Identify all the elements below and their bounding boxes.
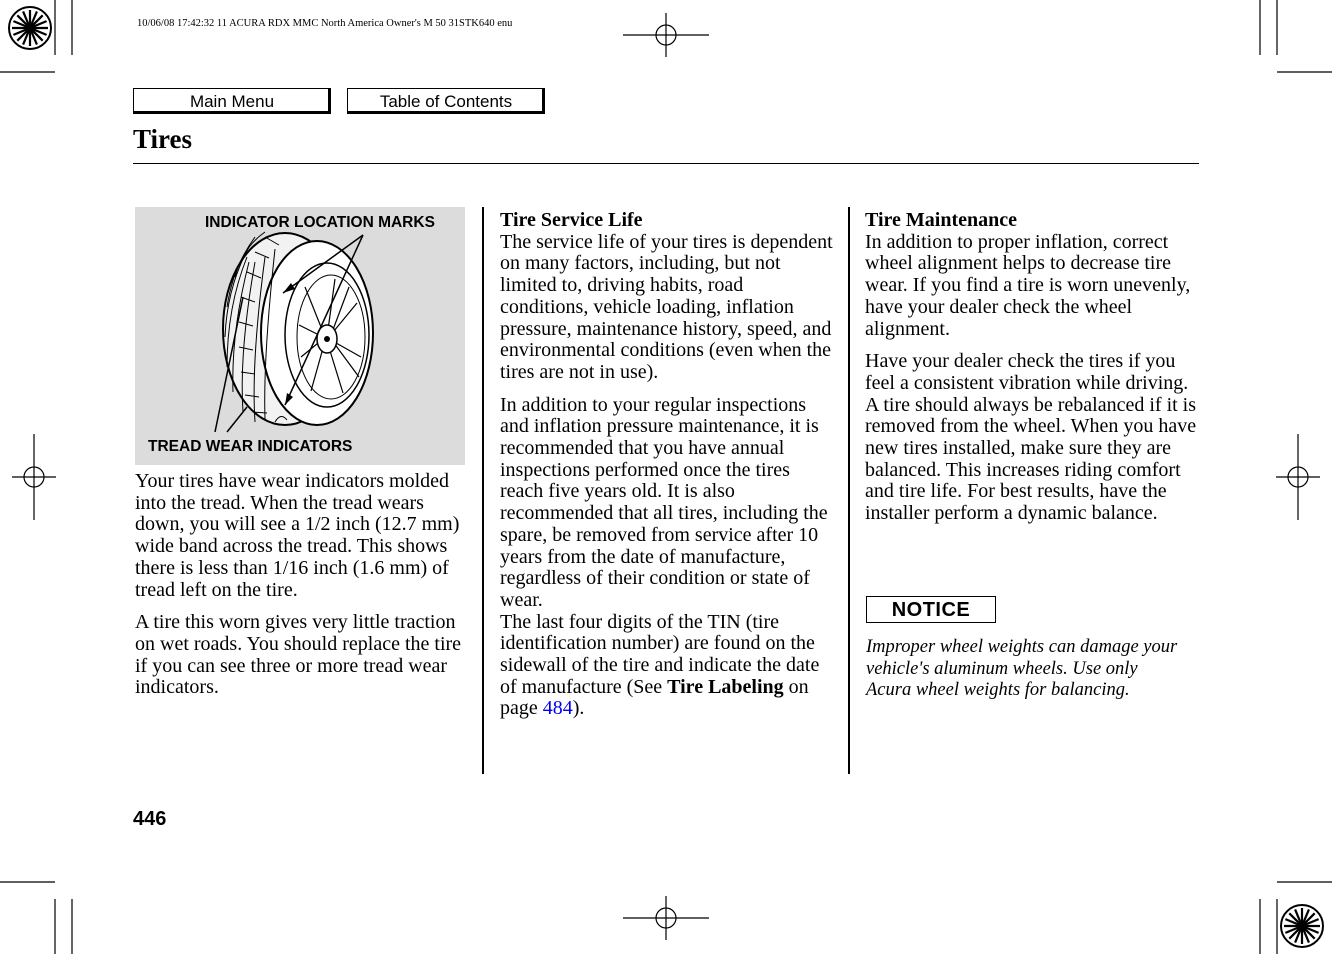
- column-service-life: [500, 210, 836, 731]
- indicator-location-marks-label: INDICATOR LOCATION MARKS: [205, 214, 435, 231]
- title-divider: [133, 163, 1199, 164]
- paragraph-text: ).: [572, 697, 585, 720]
- main-menu-label: Main Menu: [189, 92, 275, 111]
- tire-figure: [135, 207, 465, 465]
- paragraph: A tire this worn gives very little traction on wet roads. You should replace the tire if you can see three or more tread wear indicators.: [135, 611, 462, 699]
- table-of-contents-button[interactable]: [347, 88, 545, 114]
- paragraph: [500, 612, 836, 721]
- column-maintenance: [865, 210, 1205, 536]
- paragraph-text: on page: [500, 675, 809, 720]
- registration-sunburst-icon: [9, 7, 51, 49]
- paragraph: The service life of your tires is dependent on many factors, including, but not limited to, driving habits, road conditions, vehicle loading, inflation pressure, maintenance history, speed, and environmental conditions (even when the tires are not in use).: [500, 230, 833, 383]
- column-divider: [482, 207, 484, 774]
- column-divider: [848, 207, 850, 774]
- paragraph: In addition to proper inflation, correct wheel alignment helps to decrease tire wear. If you find a tire is worn unevenly, have your dealer check the wheel alignment.: [865, 230, 1191, 340]
- section-heading: Tire Maintenance: [865, 209, 1018, 231]
- paragraph: Your tires have wear indicators molded into the tread. When the tread wears down, you will see a 1/2 inch (12.7 mm) wide band across the tread. This shows there is less than 1/16 inch (1.6 mm) of tread left on the tire.: [135, 470, 460, 601]
- print-header: 10/06/08 17:42:32 11 ACURA RDX MMC North America Owner's M 50 31STK640 enu: [137, 18, 513, 29]
- notice-text: Improper wheel weights can damage your vehicle's aluminum wheels. Use only Acura wheel weights for balancing.: [866, 637, 1178, 700]
- paragraph-text: The last four digits of the TIN (tire identification number) are found on the sidewall of the tire and indicate the date of manufacture (See: [500, 610, 820, 698]
- table-of-contents-label: Table of Contents: [379, 92, 513, 111]
- tire-labeling-reference: Tire Labeling: [667, 675, 784, 698]
- registration-sunburst-icon: [1281, 905, 1323, 947]
- paragraph: In addition to your regular inspections and inflation pressure maintenance, it is recommended that you have annual inspections performed once the tires reach five years old. It is also recommended that all tires, including the spare, be removed from service after 10 years from the date of manufacture, regardless of their condition or state of wear.: [500, 393, 828, 611]
- tread-wear-indicators-label: TREAD WEAR INDICATORS: [148, 438, 353, 455]
- page-number: 446: [133, 808, 167, 830]
- page-title: Tires: [133, 124, 193, 154]
- page-link-484[interactable]: 484: [542, 697, 573, 720]
- main-menu-button[interactable]: [133, 88, 331, 114]
- column-intro: [135, 471, 471, 710]
- notice-badge: NOTICE: [866, 596, 996, 623]
- section-heading: Tire Service Life: [500, 209, 643, 231]
- paragraph: Have your dealer check the tires if you feel a consistent vibration while driving. A tire should always be rebalanced if it is removed from the wheel. When you have new tires installed, make sure they are balanced. This increases riding comfort and tire life. For best results, have the installer perform a dynamic balance.: [865, 350, 1197, 525]
- tire-illustration: [135, 207, 465, 465]
